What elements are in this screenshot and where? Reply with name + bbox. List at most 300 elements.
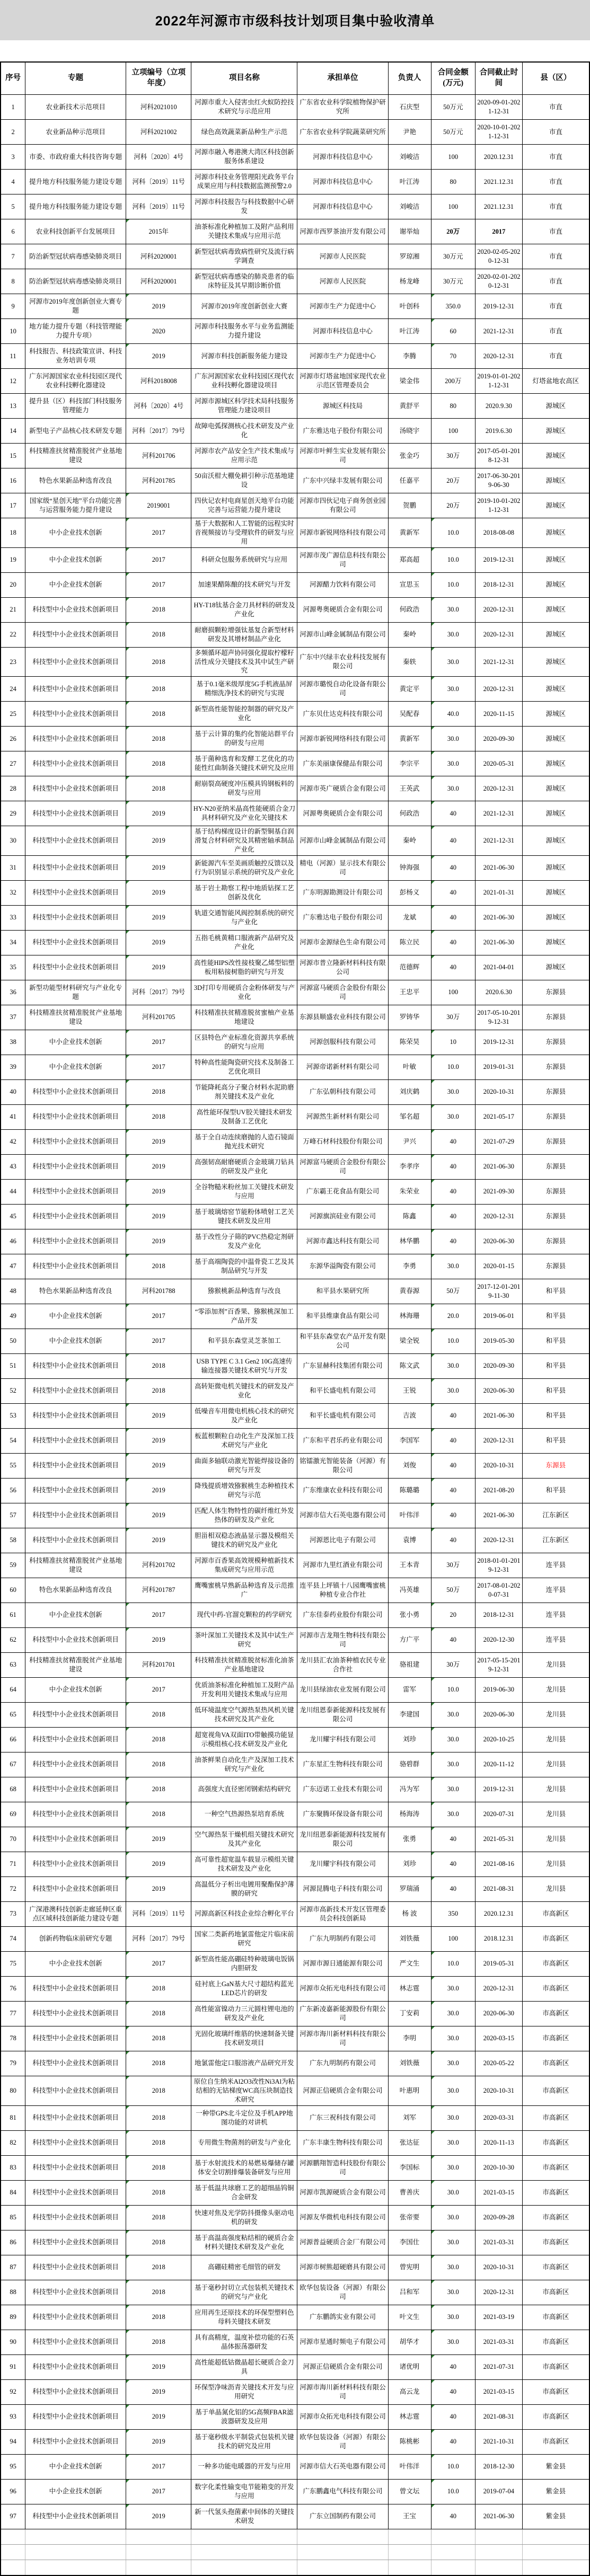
cell-no: 13 [1, 394, 25, 419]
cell-code: 2018 [126, 1702, 191, 1727]
cell-no: 30 [1, 826, 25, 856]
cell-project: 河源高新区科技企业综合孵化平台 [191, 1901, 297, 1926]
table-row [1, 194, 589, 219]
table-row [1, 1876, 589, 1901]
cell-deadline: 2019-10-01-2021-12-31 [475, 493, 522, 518]
cell-no: 23 [1, 647, 25, 677]
cell-no: 71 [1, 1852, 25, 1876]
cell-no: 34 [1, 930, 25, 955]
cell-org: 和平长盛电机有限公司 [297, 1378, 388, 1403]
cell-amount: 10.0 [431, 2454, 475, 2479]
cell-project: 现代中药-官溜克颗粒的药学研究 [191, 1603, 297, 1627]
cell-topic: 国家级“星创天地”平台功能完善与运营服务能力提升建设 [25, 493, 126, 518]
cell-deadline: 2021-06-30 [475, 905, 522, 930]
cell-deadline: 2020-12-31 [475, 2280, 522, 2305]
cell-leader: 雷军 [388, 1677, 431, 1702]
cell-leader: 李腾 [388, 344, 431, 369]
cell-no: 27 [1, 751, 25, 776]
cell-county: 市高新区 [522, 2379, 589, 2404]
col-header-code: 立项编号（立项年度） [126, 62, 191, 95]
cell-deadline: 2020-12-31 [475, 597, 522, 622]
cell-org: 铭镭激光智能装备（河源）有限公司 [297, 1453, 388, 1478]
cell-org: 广东九明制药有限公司 [297, 1926, 388, 1951]
cell-topic: 科技型中小企业技术创新项目 [25, 1104, 126, 1129]
cell-code: 2019 [126, 1154, 191, 1179]
cell-amount: 30.0 [431, 1378, 475, 1403]
cell-county: 市高新区 [522, 2230, 589, 2255]
cell-amount: 40 [431, 1453, 475, 1478]
cell-deadline: 2021-09-30 [475, 1179, 522, 1204]
cell-org: 广东霸王花食品有限公司 [297, 1179, 388, 1204]
cell-topic: 科技型中小企业技术创新项目 [25, 1154, 126, 1179]
cell-deadline: 2019-12-31 [475, 547, 522, 572]
cell-deadline: 2020.6.30 [475, 980, 522, 1005]
cell-amount: 40 [431, 826, 475, 856]
cell-amount: 100 [431, 145, 475, 170]
cell-org: 河源市璐悦自动化设备有限公司 [297, 677, 388, 702]
cell-code: 河科201702 [126, 1553, 191, 1578]
cell-deadline: 2020-10-31 [475, 1079, 522, 1104]
empty-cell [431, 2560, 475, 2575]
empty-row [1, 2560, 589, 2575]
cell-leader: 邹名超 [388, 1104, 431, 1129]
cell-topic: 科技型中小企业技术创新项目 [25, 1478, 126, 1503]
cell-leader: 高云龙 [388, 2379, 431, 2404]
table-row [1, 702, 589, 727]
cell-topic: 科技型中小企业技术创新项目 [25, 2001, 126, 2026]
cell-org: 广东雅达电子股份有限公司 [297, 905, 388, 930]
cell-leader: 何政浩 [388, 597, 431, 622]
cell-leader: 曾文坛 [388, 2479, 431, 2504]
cell-deadline: 2019-12-31 [475, 1030, 522, 1055]
cell-leader: 陈荣昊 [388, 1030, 431, 1055]
cell-deadline: 2017-05-15-2019-12-31 [475, 1652, 522, 1677]
cell-county: 和平县 [522, 1329, 589, 1353]
cell-project: 曲面多轴联动激光智能焊接设备的研究与开发 [191, 1453, 297, 1478]
table-row [1, 468, 589, 493]
col-header-topic: 专题 [25, 62, 126, 95]
cell-org: 河源市西罗茶油开发有限公司 [297, 219, 388, 244]
cell-amount: 10.0 [431, 1055, 475, 1079]
cell-project: 优质油茶标准化种植加工及附产品开发利用关键技术集成与应用 [191, 1677, 297, 1702]
cell-deadline: 2021-05-31 [475, 1827, 522, 1852]
cell-deadline: 2020-11-13 [475, 2130, 522, 2155]
table-row [1, 1353, 589, 1378]
cell-county: 龙川县 [522, 1852, 589, 1876]
cell-org: 龙川纽恩泰新能源科技发展有限公司 [297, 1827, 388, 1852]
cell-topic: 中小企业技术创新 [25, 1677, 126, 1702]
cell-code: 2019 [126, 294, 191, 319]
cell-project: 低噪音车用微电机核心技术的研究及产业化 [191, 1403, 297, 1428]
cell-amount: 30.0 [431, 1802, 475, 1827]
cell-code: 2019 [126, 2504, 191, 2529]
cell-no: 37 [1, 1005, 25, 1030]
cell-code: 2019 [126, 2404, 191, 2429]
cell-no: 61 [1, 1603, 25, 1627]
cell-topic: 科技型中小企业技术创新项目 [25, 2155, 126, 2180]
cell-leader: 罗琼湘 [388, 244, 431, 269]
cell-county: 源城区 [522, 677, 589, 702]
cell-code: 河科〔2019〕11号 [126, 170, 191, 194]
cell-deadline: 2017-12-01-2019-11-30 [475, 1279, 522, 1304]
cell-org: 河源旗滨硅业有限公司 [297, 1204, 388, 1229]
table-row [1, 1279, 589, 1304]
table-row [1, 2205, 589, 2230]
cell-project: 基于高温高强度粘结相的硬质合金材料关键技术研发及产业化 [191, 2230, 297, 2255]
cell-code: 2017 [126, 1677, 191, 1702]
cell-amount: 40 [431, 955, 475, 980]
table-row [1, 244, 589, 269]
cell-amount: 40 [431, 930, 475, 955]
cell-project: 基于玻璃熔窑节能粉体喷射工艺关键技术研发及应用 [191, 1204, 297, 1229]
cell-no: 86 [1, 2230, 25, 2255]
cell-county: 源城区 [522, 419, 589, 444]
cell-county: 市直 [522, 170, 589, 194]
cell-topic: 科技型中小企业技术创新项目 [25, 2404, 126, 2429]
cell-code: 河科201701 [126, 1652, 191, 1677]
cell-code: 河科201706 [126, 444, 191, 468]
cell-county: 源城区 [522, 905, 589, 930]
cell-no: 18 [1, 518, 25, 548]
cell-deadline: 2021-01-31 [475, 880, 522, 905]
table-row [1, 2255, 589, 2280]
cell-amount: 30.0 [431, 1727, 475, 1752]
table-row [1, 1652, 589, 1677]
cell-leader: 张金巧 [388, 444, 431, 468]
cell-no: 77 [1, 2001, 25, 2026]
table-row [1, 2354, 589, 2379]
cell-county: 市高新区 [522, 2404, 589, 2429]
cell-org: 河源市叶鲜生实业发展有限公司 [297, 444, 388, 468]
cell-project: 降残提质增效猕猴桃生态种植技术研究与示范 [191, 1478, 297, 1503]
cell-code: 河科〔2017〕79号 [126, 1926, 191, 1951]
cell-no: 92 [1, 2379, 25, 2404]
cell-no: 49 [1, 1304, 25, 1329]
cell-no: 75 [1, 1951, 25, 1976]
cell-org: 广东中兴绿丰发展有限公司 [297, 468, 388, 493]
table-row [1, 1104, 589, 1129]
cell-org: 河源昆腾电子科技有限公司 [297, 1876, 388, 1901]
cell-leader: 刘庆鹤 [388, 1079, 431, 1104]
cell-county: 龙川县 [522, 1727, 589, 1752]
cell-amount: 30.0 [431, 727, 475, 751]
cell-no: 25 [1, 702, 25, 727]
cell-topic: 科技型中小企业技术创新项目 [25, 880, 126, 905]
cell-topic: 科技型中小企业技术创新项目 [25, 1528, 126, 1553]
cell-org: 河源正信硬质合金有限公司 [297, 2076, 388, 2105]
cell-topic: 科技型中小企业技术创新项目 [25, 905, 126, 930]
cell-project: 高转矩微电机关键技术的研发及产业化 [191, 1378, 297, 1403]
table-row [1, 419, 589, 444]
cell-amount: 50万 [431, 1578, 475, 1603]
cell-org: 欧华包装设备（河源）有限公司 [297, 2429, 388, 2454]
empty-cell [431, 2544, 475, 2560]
cell-org: 广东雅达电子股份有限公司 [297, 419, 388, 444]
cell-county: 源城区 [522, 597, 589, 622]
cell-no: 88 [1, 2280, 25, 2305]
cell-code: 2018 [126, 1802, 191, 1827]
cell-county: 市直 [522, 95, 589, 120]
cell-no: 69 [1, 1802, 25, 1827]
cell-topic: 中小企业技术创新 [25, 1329, 126, 1353]
cell-no: 91 [1, 2354, 25, 2379]
cell-amount: 30.0 [431, 647, 475, 677]
table-row [1, 1129, 589, 1154]
cell-no: 60 [1, 1578, 25, 1603]
table-row [1, 826, 589, 856]
cell-project: 五指毛桃黄精口服液新产品研究及产业化 [191, 930, 297, 955]
cell-org: 河源富马硬质合金股份有限公司 [297, 1154, 388, 1179]
cell-no: 7 [1, 244, 25, 269]
cell-no: 93 [1, 2404, 25, 2429]
cell-project: 特种高性能陶瓷研究技术及制备工艺优化项目 [191, 1055, 297, 1079]
cell-project: 基于低温共球磨工艺的超细晶钨铜合金研发 [191, 2180, 297, 2205]
table-row [1, 1578, 589, 1603]
cell-county: 市高新区 [522, 2180, 589, 2205]
table-row [1, 2105, 589, 2130]
cell-project: 河源市科技服务水平与业务监测能力提升建设 [191, 319, 297, 344]
table-row [1, 95, 589, 120]
table-row [1, 1802, 589, 1827]
cell-leader: 石庆型 [388, 95, 431, 120]
cell-topic: 科技型中小企业技术创新项目 [25, 1976, 126, 2001]
cell-leader: 陈立民 [388, 930, 431, 955]
table-row [1, 394, 589, 419]
cell-deadline: 2021-08-16 [475, 1852, 522, 1876]
cell-org: 龙川纽恩泰新能源科技发展有限公司 [297, 1702, 388, 1727]
cell-no: 24 [1, 677, 25, 702]
empty-cell [126, 2544, 191, 2560]
cell-topic: 科技型中小企业技术创新项目 [25, 776, 126, 801]
cell-no: 83 [1, 2155, 25, 2180]
cell-project: 节能降耗高分子聚合材料水泥助磨剂关键技术及产业化 [191, 1079, 297, 1104]
cell-org: 广东显赫科技集团有限公司 [297, 1353, 388, 1378]
cell-leader: 梁全锐 [388, 1329, 431, 1353]
table-row [1, 776, 589, 801]
cell-code: 2018 [126, 622, 191, 647]
cell-no: 2 [1, 120, 25, 145]
cell-leader: 贺鹏 [388, 493, 431, 518]
table-row [1, 1926, 589, 1951]
table-row [1, 727, 589, 751]
cell-leader: 罗瑞涌 [388, 1876, 431, 1901]
cell-code: 2018 [126, 1353, 191, 1378]
cell-no: 87 [1, 2255, 25, 2280]
cell-code: 河科〔2019〕11号 [126, 1901, 191, 1926]
empty-cell [191, 2544, 297, 2560]
table-row [1, 1005, 589, 1030]
cell-no: 89 [1, 2305, 25, 2330]
cell-no: 12 [1, 369, 25, 394]
cell-project: 一种多功能电暖器的开发与应用 [191, 2454, 297, 2479]
cell-amount: 10.0 [431, 1329, 475, 1353]
cell-deadline: 2021-03-31 [475, 2330, 522, 2354]
cell-leader: 冯英雄 [388, 1578, 431, 1603]
table-row [1, 647, 589, 677]
cell-topic: 科技精准扶贫精准脱贫产业基地建设 [25, 1553, 126, 1578]
cell-leader: 尹兴 [388, 1129, 431, 1154]
cell-project: 高硼硅精密毛细管的研发 [191, 2255, 297, 2280]
cell-code: 河科〔2019〕11号 [126, 194, 191, 219]
cell-leader: 张勇 [388, 1827, 431, 1852]
cell-leader: 朱荣业 [388, 1179, 431, 1204]
cell-code: 2019 [126, 1827, 191, 1852]
cell-code: 2018 [126, 2051, 191, 2076]
cell-topic: 科技型中小企业技术创新项目 [25, 1627, 126, 1652]
cell-code: 2019 [126, 801, 191, 826]
cell-project: 基于0.1毫米级厚度5G手机液晶屏精细洗净技术的研究与实现 [191, 677, 297, 702]
table-row [1, 2504, 589, 2529]
cell-topic: 科技型中小企业技术创新项目 [25, 1179, 126, 1204]
cell-topic: 科技型中小企业技术创新项目 [25, 1353, 126, 1378]
cell-code: 2018 [126, 2155, 191, 2180]
cell-code: 河科2020001 [126, 244, 191, 269]
cell-topic: 科技型中小企业技术创新项目 [25, 2379, 126, 2404]
cell-topic: 科技型中小企业技术创新项目 [25, 1254, 126, 1279]
cell-amount: 30.0 [431, 2105, 475, 2130]
cell-no: 5 [1, 194, 25, 219]
cell-leader: 刘珍 [388, 1727, 431, 1752]
cell-amount: 30.0 [431, 1353, 475, 1378]
cell-org: 广东佳泰药业股份有限公司 [297, 1603, 388, 1627]
cell-topic: 科技型中小企业技术创新项目 [25, 702, 126, 727]
table-row [1, 1478, 589, 1503]
cell-deadline: 2020.12.31 [475, 1901, 522, 1926]
cell-deadline: 2021-04-01 [475, 955, 522, 980]
cell-deadline: 2020-10-31 [475, 2255, 522, 2280]
table-row [1, 269, 589, 294]
cell-county: 紫金县 [522, 2454, 589, 2479]
cell-project: “零添加剂”百香果、猕猴桃深加工产品开发 [191, 1304, 297, 1329]
cell-org: 精电（河源）显示技术有限公司 [297, 855, 388, 880]
cell-amount: 40 [431, 1852, 475, 1876]
cell-code: 2019 [126, 1852, 191, 1876]
cell-deadline: 2021-12-31 [475, 801, 522, 826]
cell-amount: 10.0 [431, 572, 475, 597]
cell-no: 46 [1, 1229, 25, 1254]
table-row [1, 597, 589, 622]
cell-county: 龙川县 [522, 1802, 589, 1827]
table-row [1, 1154, 589, 1179]
cell-topic: 科技型中小企业技术创新项目 [25, 2130, 126, 2155]
cell-deadline: 2020-09-01-2021-12-31 [475, 95, 522, 120]
table-row [1, 751, 589, 776]
cell-leader: 曾宪明 [388, 2255, 431, 2280]
cell-county: 和平县 [522, 1378, 589, 1403]
cell-leader: 王本青 [388, 1553, 431, 1578]
empty-cell [126, 2560, 191, 2575]
cell-project: 故障电弧探测核心技术研发及产业化 [191, 419, 297, 444]
table-row [1, 2280, 589, 2305]
table-row [1, 1428, 589, 1453]
cell-no: 59 [1, 1553, 25, 1578]
cell-code: 2018 [126, 2330, 191, 2354]
cell-amount: 30.0 [431, 1104, 475, 1129]
cell-project: 广东河源国家农业科技园区现代农业科技孵化器建设项目 [191, 369, 297, 394]
cell-amount: 30万 [431, 1553, 475, 1578]
cell-org: 河源市凯源硬质合金有限公司 [297, 2180, 388, 2205]
cell-project: 高性能HIPS改性接枝聚乙烯型铝塑板用粘接树脂的研究与开发 [191, 955, 297, 980]
cell-topic: 科技型中小企业技术创新项目 [25, 1727, 126, 1752]
cell-county: 东源县 [522, 1179, 589, 1204]
cell-org: 河源市海川新材料科技有限公司 [297, 2379, 388, 2404]
cell-project: 新能源汽车至美画质触控反馈以及行为识别显示系统的研究及产业化 [191, 855, 297, 880]
cell-no: 43 [1, 1154, 25, 1179]
cell-code: 2018 [126, 1752, 191, 1777]
cell-county: 市高新区 [522, 2280, 589, 2305]
cell-project: 河源市科技报告与科技数据中心研发 [191, 194, 297, 219]
title-bar [0, 0, 590, 40]
cell-amount: 40 [431, 1876, 475, 1901]
cell-deadline: 2018-12-31 [475, 572, 522, 597]
cell-amount: 200万 [431, 369, 475, 394]
cell-county: 市高新区 [522, 2354, 589, 2379]
cell-topic: 中小企业技术创新 [25, 518, 126, 548]
cell-org: 广东明源勘测设计有限公司 [297, 880, 388, 905]
empty-cell [25, 2544, 126, 2560]
cell-no: 36 [1, 980, 25, 1005]
cell-county: 市直 [522, 219, 589, 244]
cell-no: 63 [1, 1652, 25, 1677]
cell-code: 2018 [126, 2280, 191, 2305]
cell-leader: 杨龙峰 [388, 269, 431, 294]
cell-leader: 林志霆 [388, 1976, 431, 2001]
table-row [1, 1179, 589, 1204]
cell-amount: 30.0 [431, 2180, 475, 2205]
cell-code: 2018 [126, 702, 191, 727]
empty-cell [191, 2560, 297, 2575]
cell-amount: 30.0 [431, 2230, 475, 2255]
cell-county: 市直 [522, 244, 589, 269]
cell-project: 基于结构梯度设计的新型铜基自润滑复合材料研究及其精密轴承制品产业化 [191, 826, 297, 856]
cell-topic: 科技型中小企业技术创新项目 [25, 1229, 126, 1254]
empty-cell [1, 2544, 25, 2560]
cell-no: 15 [1, 444, 25, 468]
cell-amount: 10.0 [431, 1677, 475, 1702]
cell-county: 市直 [522, 269, 589, 294]
table-row [1, 2404, 589, 2429]
cell-project: 新型高性能智能控制器的研究及产业化 [191, 702, 297, 727]
cell-amount: 10 [431, 1030, 475, 1055]
table-row [1, 880, 589, 905]
cell-leader: 黄新军 [388, 727, 431, 751]
cell-org: 河源市科技信息中心 [297, 145, 388, 170]
cell-deadline: 2020-12-30 [475, 1627, 522, 1652]
cell-leader: 吴配春 [388, 702, 431, 727]
cell-amount: 100 [431, 1926, 475, 1951]
cell-leader: 骆祖建 [388, 1652, 431, 1677]
cell-code: 2017 [126, 2479, 191, 2504]
cell-deadline: 2020-03-15 [475, 2026, 522, 2051]
table-row [1, 2230, 589, 2255]
table-row [1, 2479, 589, 2504]
cell-deadline: 2020-12-31 [475, 1204, 522, 1229]
cell-org: 广东贝仕达克科技有限公司 [297, 702, 388, 727]
cell-no: 39 [1, 1055, 25, 1079]
cell-topic: 提升地方科技服务能力建设专题 [25, 170, 126, 194]
table-row [1, 1752, 589, 1777]
cell-org: 河源市生产力促进中心 [297, 294, 388, 319]
cell-topic: 科技型中小企业技术创新项目 [25, 622, 126, 647]
cell-no: 81 [1, 2105, 25, 2130]
table-row [1, 1378, 589, 1403]
cell-topic: 科技型中小企业技术创新项目 [25, 2180, 126, 2205]
cell-leader: 李国标 [388, 2155, 431, 2180]
cell-county: 源城区 [522, 801, 589, 826]
cell-project: 基于菌种选育和发酵工艺优化的功能性红曲制备关键技术研究及应用 [191, 751, 297, 776]
cell-org: 河源市鑫达科技有限公司 [297, 1229, 388, 1254]
cell-amount: 40 [431, 1528, 475, 1553]
